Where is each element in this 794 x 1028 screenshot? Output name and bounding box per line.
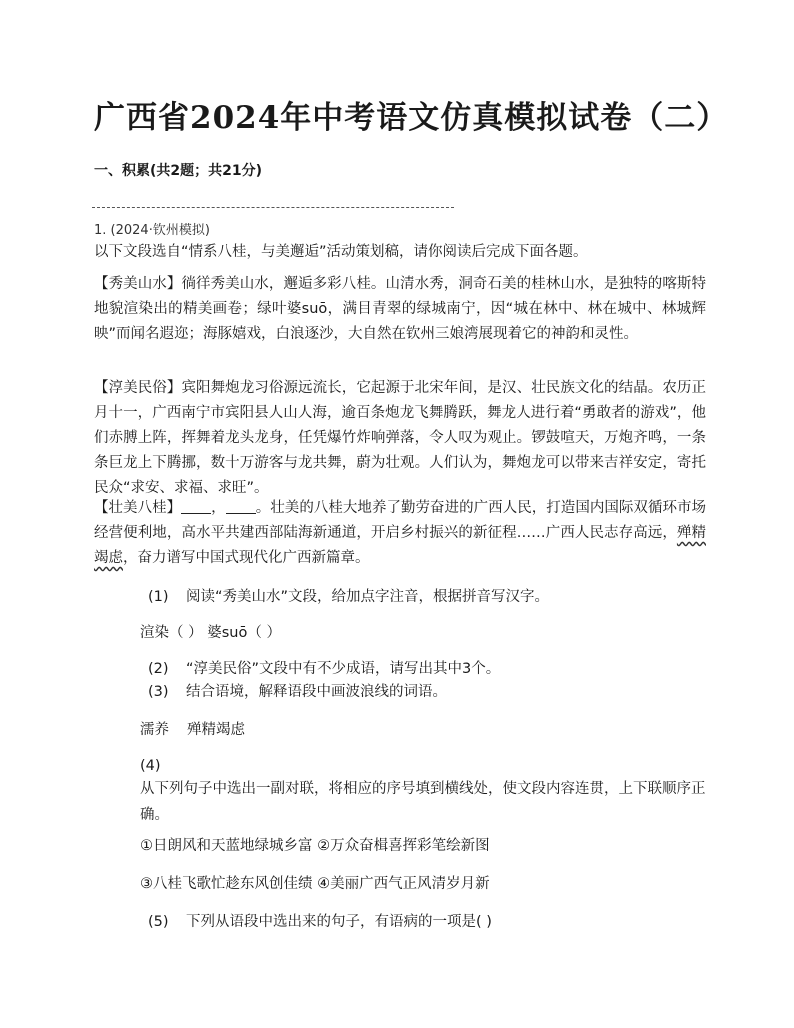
subquestion-number: (2) (148, 661, 169, 677)
subquestion-4-number: (4) (140, 758, 161, 774)
subquestion-4: 从下列句子中选出一副对联，将相应的序号填到横线处，使文段内容连贯，上下联顺序正确。 (140, 781, 706, 823)
subquestion-number: (3) (148, 684, 169, 700)
subquestion-3: (3) 结合语境，解释语段中画波浪线的词语。 (148, 680, 447, 704)
wavy-underlined-word: 殚精竭虑 (94, 525, 706, 566)
paragraph-scenery: 【秀美山水】徜徉秀美山水，邂逅多彩八桂。山清水秀，洞奇石美的桂林山水，是独特的喀斯特地貌渲染出的精美画卷；绿叶婆suō，满目青翠的绿城南宁，因“城在林中、林在城中、林城辉映”而闻名遐迩；海豚嬉戏，白浪逐沙，大自然在钦州三娘湾展现着它的神韵和灵性。 (94, 276, 706, 342)
answer-blank[interactable] (181, 497, 211, 514)
subquestion-2: (2) “淳美民俗”文段中有不少成语，请写出其中3个。 (148, 657, 500, 681)
section-heading: 一、积累(共2题；共21分) (94, 163, 263, 179)
subquestion-1-fill: 渲染（ ） 婆suō（ ） (140, 625, 281, 641)
subquestion-number: (5) (148, 914, 169, 930)
subquestion-1: (1) 阅读“秀美山水”文段，给加点字注音，根据拼音写汉字。 (148, 585, 549, 609)
subquestion-5: (5) 下列从语段中选出来的句子，有语病的一项是( ) (148, 910, 492, 934)
couplet-options-1: ①日朗风和天蓝地绿城乡富 ②万众奋楫喜挥彩笔绘新图 (140, 838, 490, 854)
subquestion-number: (1) (148, 589, 169, 605)
divider (92, 207, 454, 208)
paragraph-guangxi: 【壮美八桂】 ， 。壮美的八桂大地养了勤劳奋进的广西人民，打造国内国际双循环市场经营便利地，高水平共建西部陆海新通道，开启乡村振兴的新征程……广西人民志存高远，殚精竭虑，奋力谱写中国式现代化广西新篇章。 (94, 496, 706, 571)
answer-blank[interactable] (226, 497, 256, 514)
paragraph-label: 【壮美八桂】 (94, 500, 182, 516)
subquestion-3-words: 濡养 殚精竭虑 (140, 722, 245, 738)
paragraph-folk-custom: 【淳美民俗】宾阳舞炮龙习俗源远流长，它起源于北宋年间，是汉、壮民族文化的结晶。农历正月十一，广西南宁市宾阳县人山人海，逾百条炮龙飞舞腾跃，舞龙人进行着“勇敢者的游戏”，他们赤膊上阵，挥舞着龙头龙身，任凭爆竹炸响弹落，令人叹为观止。锣鼓喧天，万炮齐鸣，一条条巨龙上下腾挪，数十万游客与龙共舞，蔚为壮观。人们认为，舞炮龙可以带来吉祥安定，寄托民众“求安、求福、求旺”。 (94, 380, 706, 496)
couplet-options-2: ③八桂飞歌忙趁东风创佳绩 ④美丽广西气正风清岁月新 (140, 876, 490, 892)
page-title: 广西省2024年中考语文仿真模拟试卷（二） (94, 100, 729, 136)
question-intro: 以下文段选自“情系八桂，与美邂逅”活动策划稿，请你阅读后完成下面各题。 (94, 244, 588, 260)
question-source: 1. (2024·钦州模拟) (94, 223, 210, 238)
